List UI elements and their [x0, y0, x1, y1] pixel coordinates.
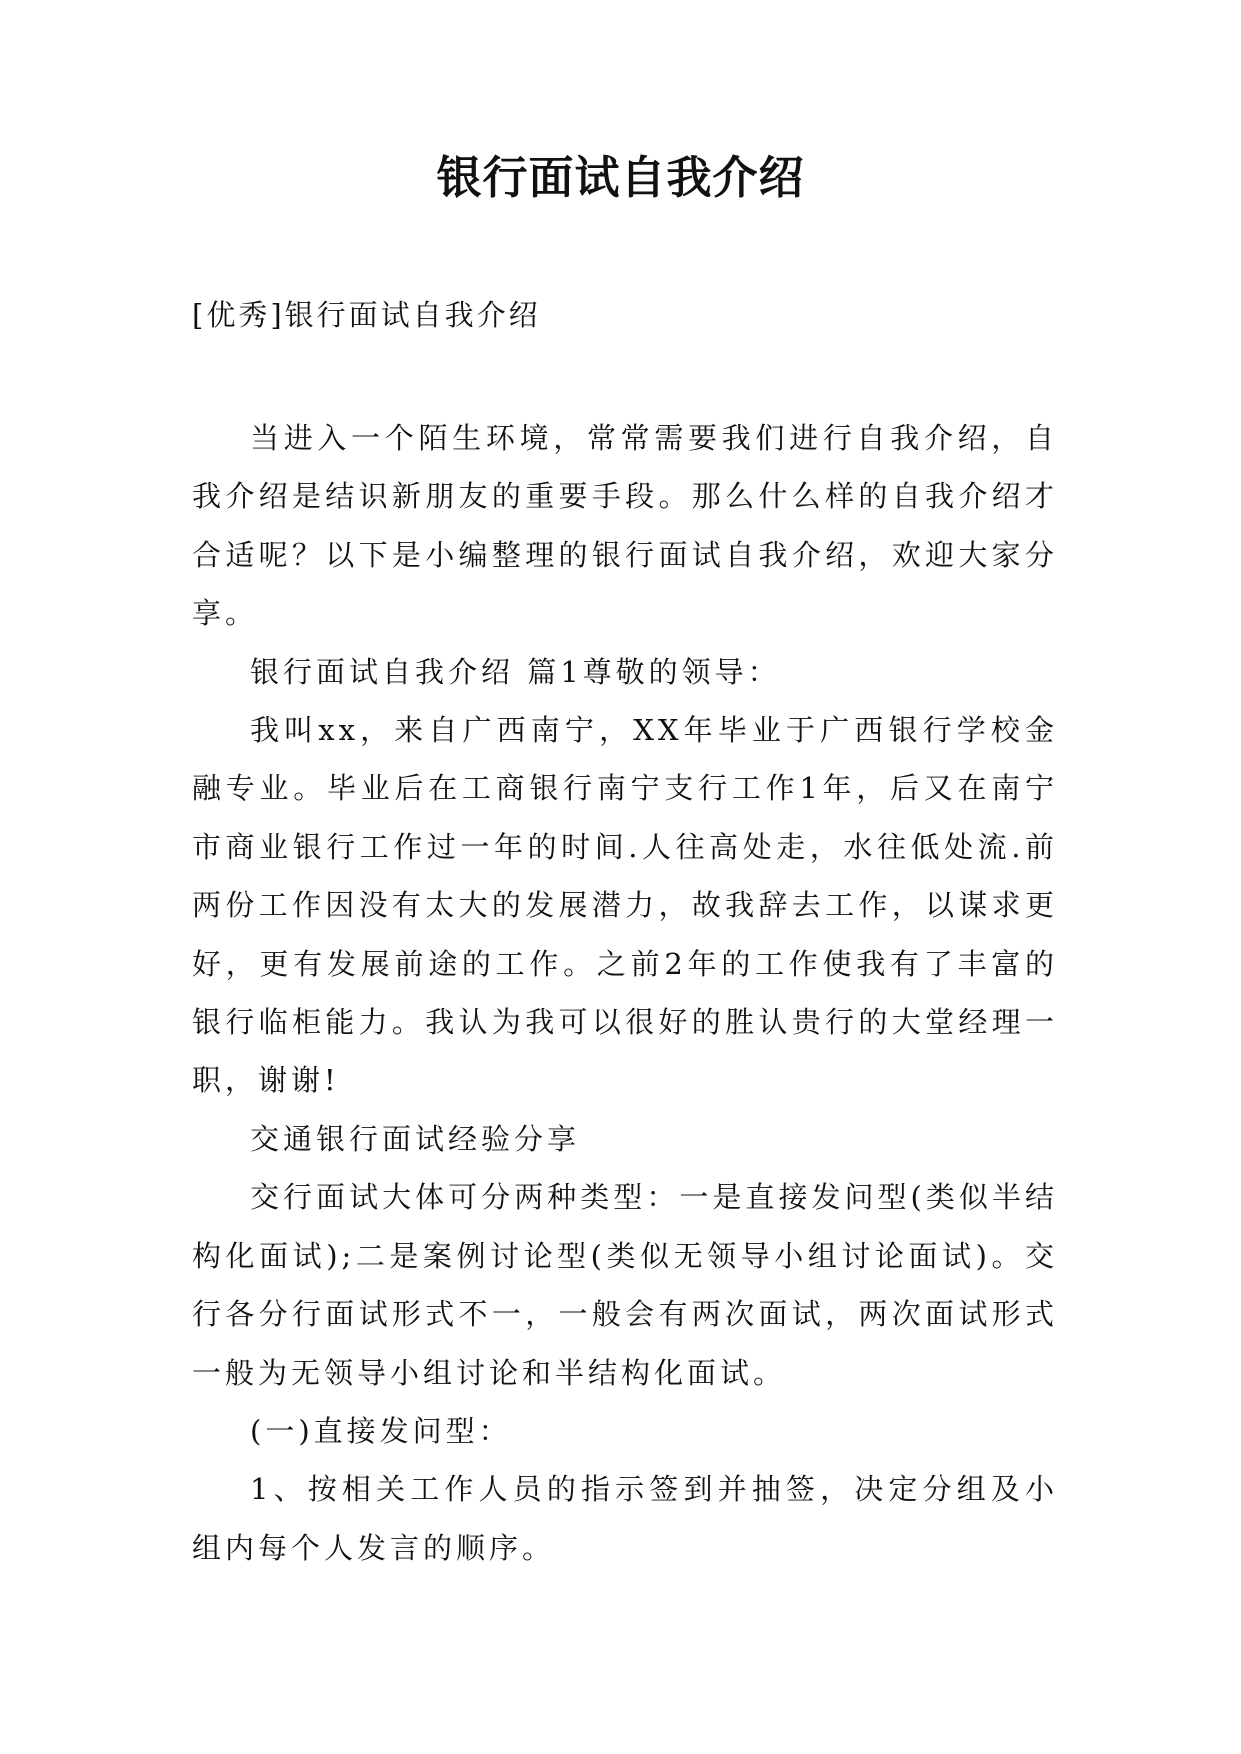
document-body: [192, 409, 1058, 1577]
document-subtitle: [优秀]银行面试自我介绍: [192, 298, 541, 332]
paragraph: 交通银行面试经验分享: [250, 1121, 581, 1156]
paragraph: 银行面试自我介绍 篇1尊敬的领导：: [250, 654, 781, 689]
paragraph: (一)直接发问型：: [250, 1413, 512, 1448]
paragraph: 1、按相关工作人员的指示签到并抽签，决定分组及小组内每个人发言的顺序。: [192, 1472, 1058, 1565]
paragraph: 当进入一个陌生环境，常常需要我们进行自我介绍，自我介绍是结识新朋友的重要手段。那么什么样的自我介绍才合适呢？以下是小编整理的银行面试自我介绍，欢迎大家分享。: [192, 421, 1058, 631]
paragraph: 我叫xx，来自广西南宁，XX年毕业于广西银行学校金融专业。毕业后在工商银行南宁支行工作1年，后又在南宁市商业银行工作过一年的时间.人往高处走，水往低处流.前两份工作因没有太大的发展潜力，故我辞去工作，以谋求更好，更有发展前途的工作。之前2年的工作使我有了丰富的银行临柜能力。我认为我可以很好的胜认贵行的大堂经理一职，谢谢!: [192, 713, 1058, 1098]
document-title: 银行面试自我介绍: [436, 151, 805, 204]
paragraph: 交行面试大体可分两种类型：一是直接发问型(类似半结构化面试);二是案例讨论型(类似无领导小组讨论面试)。交行各分行面试形式不一，一般会有两次面试，两次面试形式一般为无领导小组讨论和半结构化面试。: [192, 1180, 1058, 1390]
